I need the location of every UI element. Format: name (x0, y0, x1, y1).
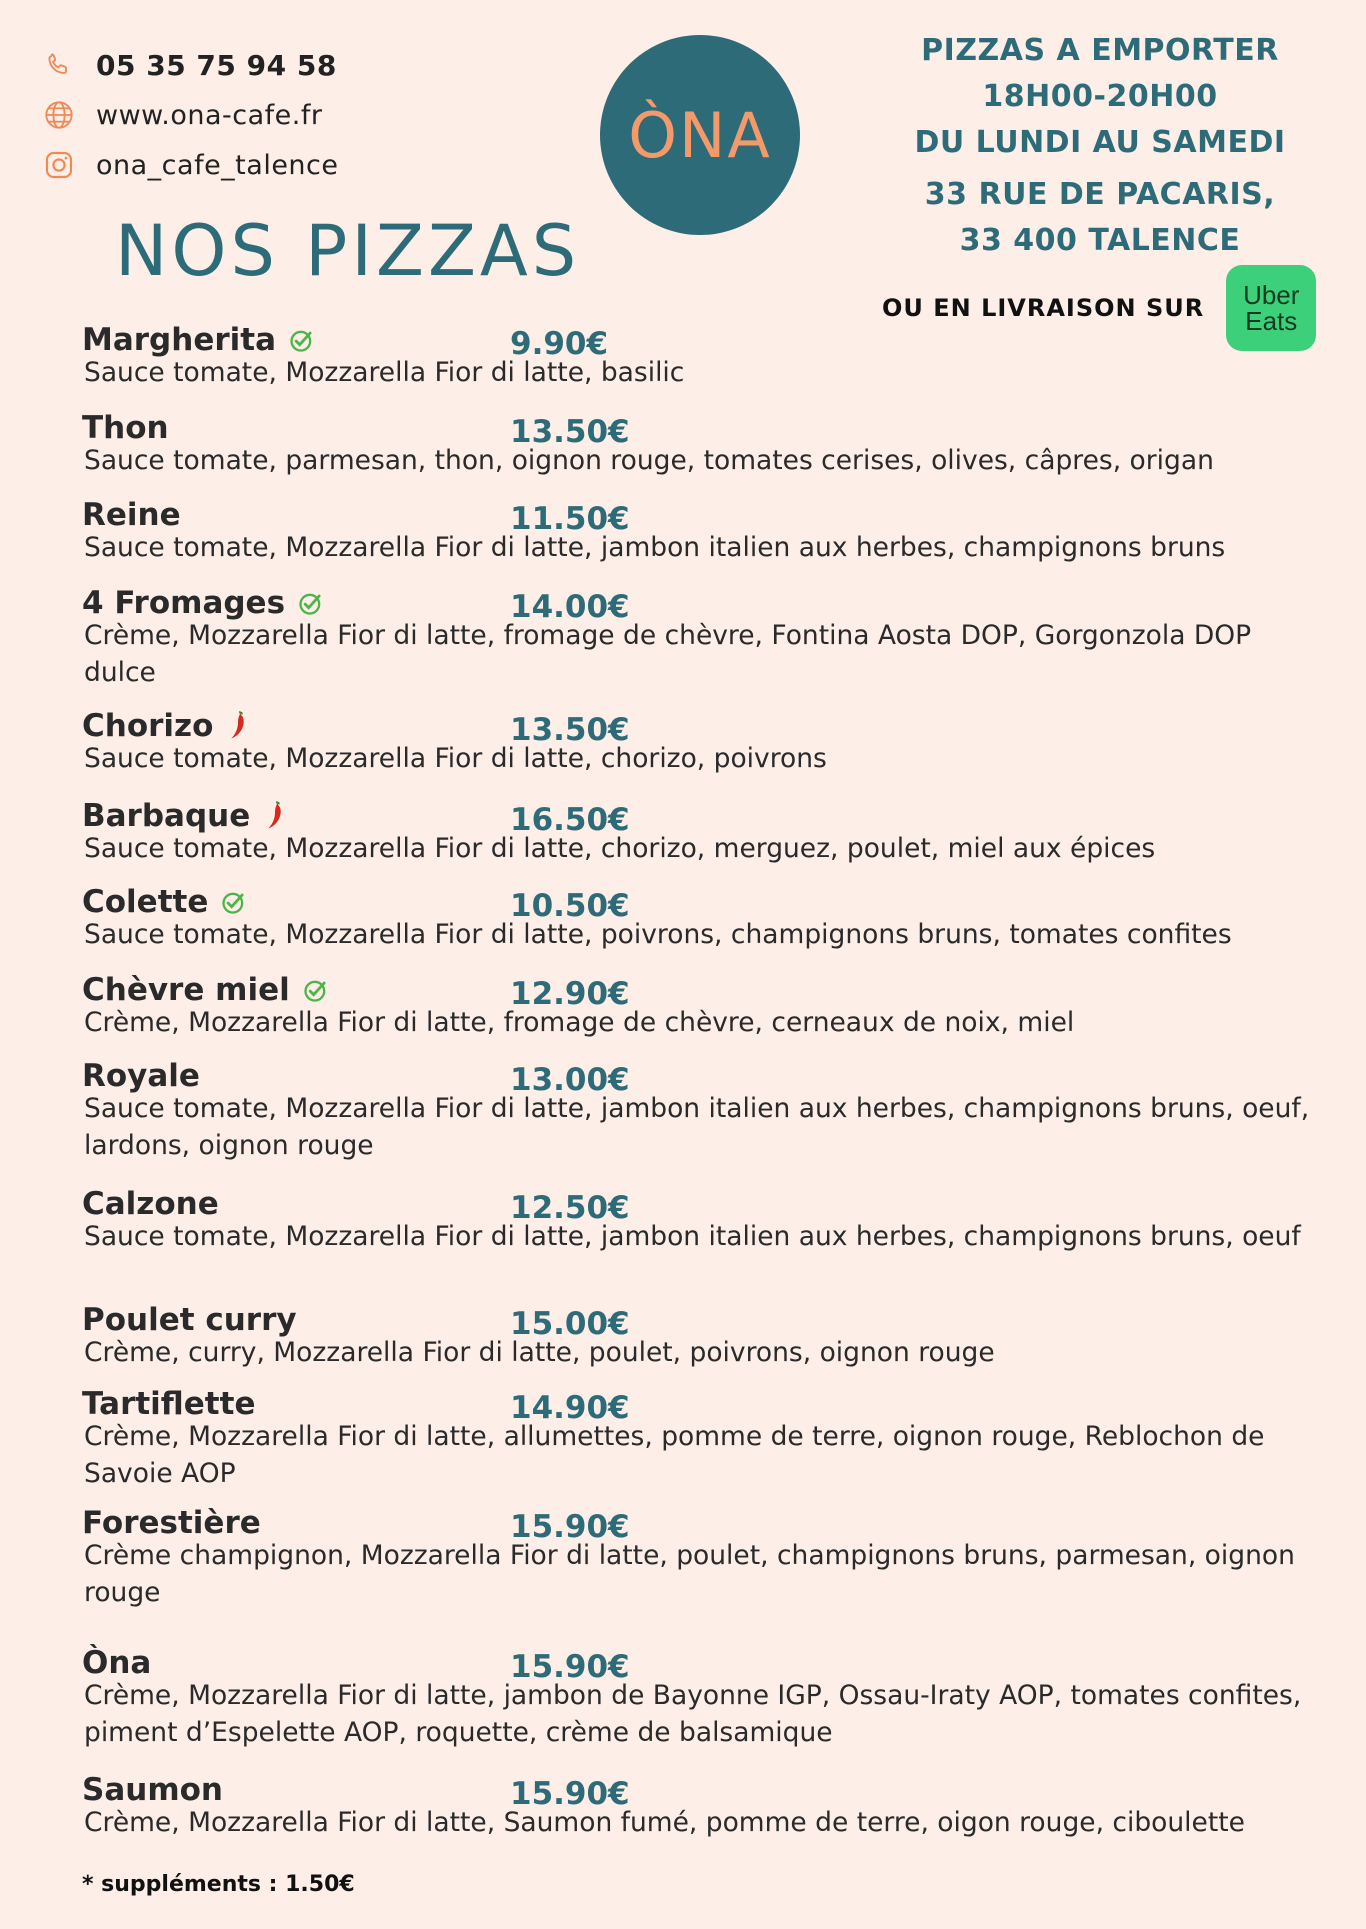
uber-logo-line1: Uber (1243, 280, 1300, 310)
item-price: 12.90€ (510, 976, 630, 1012)
phone-number: 05 35 75 94 58 (96, 48, 337, 82)
veggie-icon (220, 888, 248, 916)
item-name-text: Poulet curry (82, 1302, 297, 1338)
item-name (82, 798, 288, 834)
info-days: DU LUNDI AU SAMEDI (914, 125, 1286, 160)
instagram-icon (42, 148, 76, 182)
item-name-text: Chorizo (82, 708, 214, 744)
item-name-text: Royale (82, 1058, 200, 1094)
item-name (82, 410, 169, 446)
info-takeaway: PIZZAS A EMPORTER (921, 33, 1279, 68)
item-price: 9.90€ (510, 326, 609, 362)
item-name (82, 708, 251, 744)
item-price: 13.50€ (510, 414, 630, 450)
item-price: 14.00€ (510, 589, 630, 625)
item-description: Crème, Mozzarella Fior di latte, Saumon fumé, pomme de terre, oigon rouge, ciboulette (84, 1807, 1245, 1838)
item-description: Crème, curry, Mozzarella Fior di latte, poulet, poivrons, oignon rouge (84, 1337, 995, 1368)
item-name (82, 1386, 255, 1422)
item-description: Crème champignon, Mozzarella Fior di latte, poulet, champignons bruns, parmesan, oignon rouge (84, 1540, 1295, 1608)
item-price: 15.90€ (510, 1776, 630, 1812)
item-name (82, 1772, 223, 1808)
item-name-text: Barbaque (82, 798, 251, 834)
info-address-street: 33 RUE DE PACARIS, (924, 177, 1276, 212)
opening-info (880, 28, 1320, 264)
item-name (82, 585, 325, 621)
instagram-handle[interactable]: ona_cafe_talence (96, 149, 339, 181)
item-description: Crème, Mozzarella Fior di latte, fromage de chèvre, Fontina Aosta DOP, Gorgonzola DOP dulce (84, 620, 1252, 688)
item-name-text: Reine (82, 497, 181, 533)
item-name-text: Tartiflette (82, 1386, 256, 1422)
page-title: NOS PIZZAS (115, 210, 581, 292)
website-link[interactable]: www.ona-cafe.fr (96, 99, 323, 131)
item-description: Crème, Mozzarella Fior di latte, jambon de Bayonne IGP, Ossau-Iraty AOP, tomates confites, piment d’Espelette AOP, roquette, crème de balsamique (84, 1680, 1302, 1748)
item-price: 15.00€ (510, 1306, 630, 1342)
item-name-text: Forestière (82, 1505, 261, 1541)
item-description: Sauce tomate, Mozzarella Fior di latte, basilic (84, 357, 685, 388)
delivery-row (882, 265, 1316, 351)
item-name (82, 1186, 219, 1222)
item-price: 15.90€ (510, 1509, 630, 1545)
item-description: Sauce tomate, Mozzarella Fior di latte, chorizo, poivrons (84, 743, 827, 774)
item-description: Sauce tomate, Mozzarella Fior di latte, jambon italien aux herbes, champignons bruns, oeuf (84, 1221, 1301, 1252)
item-name (82, 322, 316, 358)
item-name-text: Colette (82, 884, 209, 920)
item-price: 16.50€ (510, 802, 630, 838)
item-name (82, 1058, 200, 1094)
uber-eats-logo[interactable] (1226, 265, 1316, 351)
item-name-text: Saumon (82, 1772, 223, 1808)
item-price: 11.50€ (510, 501, 630, 537)
website-row[interactable] (42, 90, 422, 140)
instagram-row[interactable] (42, 140, 422, 190)
item-name (82, 497, 181, 533)
item-name-text: Chèvre miel (82, 972, 290, 1008)
info-address-city: 33 400 TALENCE (959, 223, 1241, 258)
phone-icon (42, 48, 76, 82)
item-price: 13.50€ (510, 712, 630, 748)
ona-logo (600, 35, 800, 235)
item-description: Crème, Mozzarella Fior di latte, fromage de chèvre, cerneaux de noix, miel (84, 1007, 1075, 1038)
item-description: Sauce tomate, Mozzarella Fior di latte, poivrons, champignons bruns, tomates confites (84, 919, 1232, 950)
item-name-text: Thon (82, 410, 169, 446)
item-name-text: 4 Fromages (82, 585, 286, 621)
info-hours: 18H00-20H00 (982, 79, 1218, 114)
chili-icon (262, 800, 288, 832)
item-name (82, 1302, 297, 1338)
logo-text: ÒNA (628, 98, 772, 172)
item-name-text: Margherita (82, 322, 276, 358)
chili-icon (225, 710, 251, 742)
item-description: Sauce tomate, Mozzarella Fior di latte, jambon italien aux herbes, champignons bruns (84, 532, 1226, 563)
item-price: 12.50€ (510, 1190, 630, 1226)
item-description: Sauce tomate, Mozzarella Fior di latte, jambon italien aux herbes, champignons bruns, oeuf, lardons, oignon rouge (84, 1093, 1310, 1161)
item-name-text: Calzone (82, 1186, 219, 1222)
item-name (82, 1645, 151, 1681)
item-description: Sauce tomate, Mozzarella Fior di latte, chorizo, merguez, poulet, miel aux épices (84, 833, 1156, 864)
item-description: Crème, Mozzarella Fior di latte, allumettes, pomme de terre, oignon rouge, Reblochon de Savoie AOP (84, 1421, 1265, 1489)
veggie-icon (288, 326, 316, 354)
item-name (82, 884, 248, 920)
uber-logo-line2: Eats (1245, 306, 1298, 336)
item-name (82, 972, 330, 1008)
item-price: 13.00€ (510, 1062, 630, 1098)
globe-icon (42, 98, 76, 132)
contact-block (42, 40, 422, 190)
item-price: 14.90€ (510, 1390, 630, 1426)
item-name (82, 1505, 261, 1541)
phone-row[interactable] (42, 40, 422, 90)
veggie-icon (297, 589, 325, 617)
item-price: 15.90€ (510, 1649, 630, 1685)
supplements-note: * suppléments : 1.50€ (82, 1872, 355, 1897)
item-description: Sauce tomate, parmesan, thon, oignon rouge, tomates cerises, olives, câpres, origan (84, 445, 1214, 476)
veggie-icon (302, 976, 330, 1004)
delivery-label: OU EN LIVRAISON SUR (882, 294, 1205, 322)
item-name-text: Òna (82, 1645, 152, 1681)
item-price: 10.50€ (510, 888, 630, 924)
